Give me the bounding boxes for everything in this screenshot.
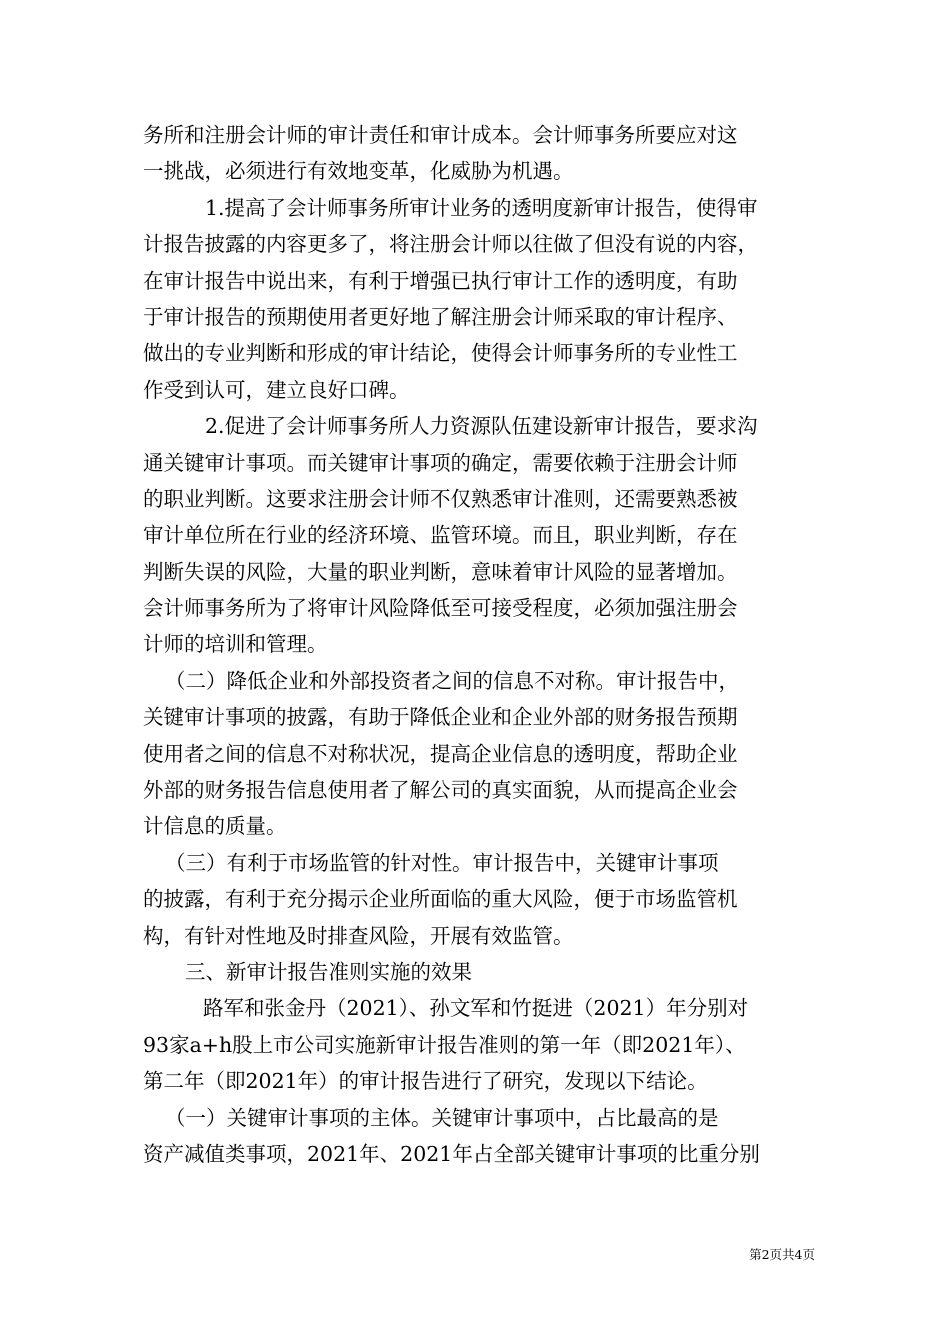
document-body	[143, 117, 815, 1172]
section-heading: 三、新审计报告准则实施的效果	[185, 959, 472, 984]
text-line: 的披露，有利于充分揭示企业所面临的重大风险，便于市场监管机	[143, 887, 738, 912]
text-line: 会计师事务所为了将审计风险降低至可接受程度，必须加强注册会	[143, 596, 738, 621]
text-line: 使用者之间的信息不对称状况，提高企业信息的透明度，帮助企业	[143, 741, 738, 766]
text-line: 计报告披露的内容更多了，将注册会计师以往做了但没有说的内容，	[143, 232, 758, 257]
text-line: 做出的专业判断和形成的审计结论，使得会计师事务所的专业性工	[143, 341, 738, 366]
text-line: 于审计报告的预期使用者更好地了解注册会计师采取的审计程序、	[143, 304, 738, 329]
page-number: 第2页共4页	[749, 1247, 815, 1262]
text-line: 外部的财务报告信息使用者了解公司的真实面貌，从而提高企业会	[143, 778, 738, 803]
text-line: （二）降低企业和外部投资者之间的信息不对称。审计报告中，	[165, 668, 739, 693]
text-line: 第二年（即2021年）的审计报告进行了研究，发现以下结论。	[143, 1069, 708, 1094]
text-line: 93家a+h股上市公司实施新审计报告准则的第一年（即2021年）、	[143, 1032, 746, 1057]
text-line: 2.促进了会计师事务所人力资源队伍建设新审计报告，要求沟	[205, 414, 758, 439]
text-line: （三）有利于市场监管的针对性。审计报告中，关键审计事项	[165, 850, 719, 875]
text-line: 构，有针对性地及时排查风险，开展有效监管。	[143, 923, 574, 948]
text-line: （一）关键审计事项的主体。关键审计事项中，占比最高的是	[165, 1105, 719, 1130]
text-line: 在审计报告中说出来，有利于增强已执行审计工作的透明度，有助	[143, 268, 738, 293]
text-line: 作受到认可，建立良好口碑。	[143, 377, 410, 402]
text-line: 一挑战，必须进行有效地变革，化威胁为机遇。	[143, 159, 574, 184]
text-line: 的职业判断。这要求注册会计师不仅熟悉审计准则，还需要熟悉被	[143, 486, 738, 511]
text-line: 通关键审计事项。而关键审计事项的确定，需要依赖于注册会计师	[143, 450, 738, 475]
text-line: 务所和注册会计师的审计责任和审计成本。会计师事务所要应对这	[143, 123, 738, 147]
text-line: 资产减值类事项，2021年、2021年占全部关键审计事项的比重分别	[143, 1141, 760, 1166]
text-line: 审计单位所在行业的经济环境、监管环境。而且，职业判断，存在	[143, 523, 738, 548]
text-line: 关键审计事项的披露，有助于降低企业和企业外部的财务报告预期	[143, 705, 738, 730]
text-line: 计师的培训和管理。	[143, 632, 328, 657]
text-line: 计信息的质量。	[143, 814, 287, 839]
text-line: 路军和张金丹（2021）、孙文军和竹挺进（2021）年分别对	[203, 996, 749, 1021]
text-line: 判断失误的风险，大量的职业判断，意味着审计风险的显著增加。	[143, 559, 738, 584]
text-line: 1.提高了会计师事务所审计业务的透明度新审计报告，使得审	[205, 195, 758, 220]
